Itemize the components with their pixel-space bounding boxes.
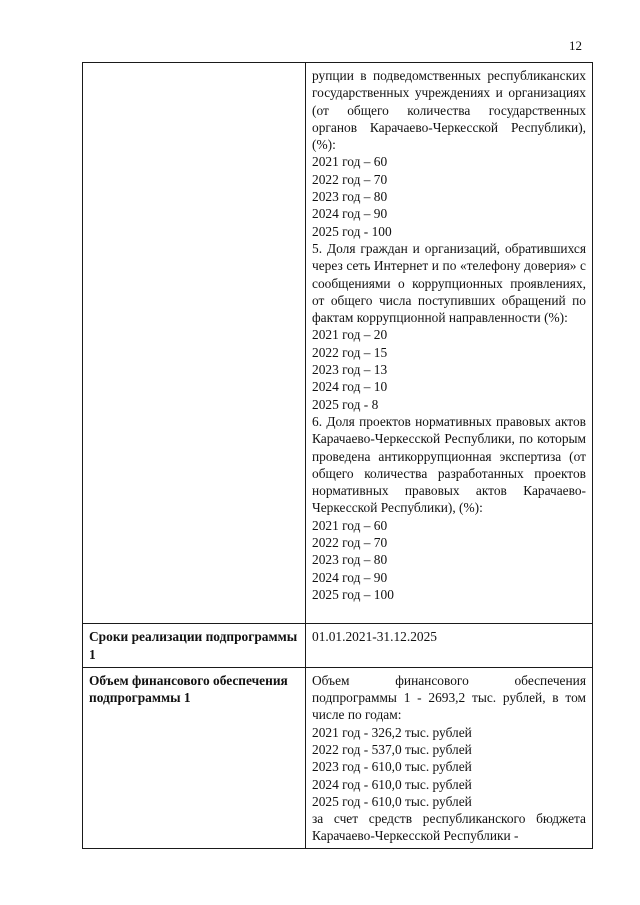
funding-label: Объем финансового обеспечения подпрограммы 1 (83, 667, 306, 848)
indicator-5-value: 2022 год – 15 (312, 344, 388, 360)
indicator-5-value: 2023 год – 13 (312, 362, 388, 378)
indicator-4-value: 2022 год – 70 (312, 171, 388, 187)
cell-bottom-space (312, 603, 586, 620)
indicator-6-value: 2024 год – 90 (312, 569, 388, 585)
funding-source: за счет средств республиканского бюджета Карачаево-Черкесской Республики - (312, 811, 586, 844)
table-row-indicators (83, 63, 593, 624)
indicator-6-value: 2023 год – 80 (312, 552, 388, 568)
funding-year: 2024 год - 610,0 тыс. рублей (312, 776, 472, 792)
funding-year: 2025 год - 610,0 тыс. рублей (312, 793, 472, 809)
table-row-funding (83, 667, 593, 848)
funding-year: 2021 год - 326,2 тыс. рублей (312, 724, 472, 740)
indicator-4-value: 2024 год – 90 (312, 206, 388, 222)
indicator-4-value: 2025 год - 100 (312, 223, 392, 239)
funding-year: 2022 год - 537,0 тыс. рублей (312, 741, 472, 757)
indicator-5-value: 2025 год - 8 (312, 396, 379, 412)
indicator-6-text: 6. Доля проектов нормативных правовых актов Карачаево-Черкесской Республики, по которым проведена антикоррупционная экспертиза (от общего количества разработанных проектов нормативных правовых актов Карачаево-Черкесской Республики), (%): (312, 413, 586, 516)
indicators-cell (306, 63, 593, 624)
indicator-6-value: 2025 год – 100 (312, 586, 394, 602)
timeline-label: Сроки реализации подпрограммы 1 (83, 624, 306, 668)
subprogram-passport-table (82, 62, 593, 849)
indicator-5-text: 5. Доля граждан и организаций, обратившихся через сеть Интернет и по «телефону доверия» с сообщениями о коррупционных проявлениях, от общего числа поступивших обращений по фактам коррупционной направленности (%): (312, 240, 586, 326)
page-number: 12 (569, 38, 582, 53)
indicator-5-value: 2024 год – 10 (312, 379, 388, 395)
funding-year: 2023 год - 610,0 тыс. рублей (312, 759, 472, 775)
indicator-4-text: рупции в подведомственных республиканских государственных учреждениях и организациях (от общего количества государственных органов Карачаево-Черкесской Республики), (%): (312, 68, 586, 153)
indicator-6-value: 2021 год – 60 (312, 517, 388, 533)
indicator-4-value: 2023 год – 80 (312, 189, 388, 205)
funding-intro: Объем финансового обеспечения подпрограммы 1 - 2693,2 тыс. рублей, в том числе по годам: (312, 672, 586, 723)
indicator-6-value: 2022 год – 70 (312, 535, 388, 551)
indicator-5-value: 2021 год – 20 (312, 327, 388, 343)
table-row-timeline (83, 624, 593, 668)
timeline-value: 01.01.2021-31.12.2025 (306, 624, 593, 668)
funding-cell (306, 667, 593, 848)
indicator-4-value: 2021 год – 60 (312, 154, 388, 170)
row-label-empty (83, 63, 306, 624)
